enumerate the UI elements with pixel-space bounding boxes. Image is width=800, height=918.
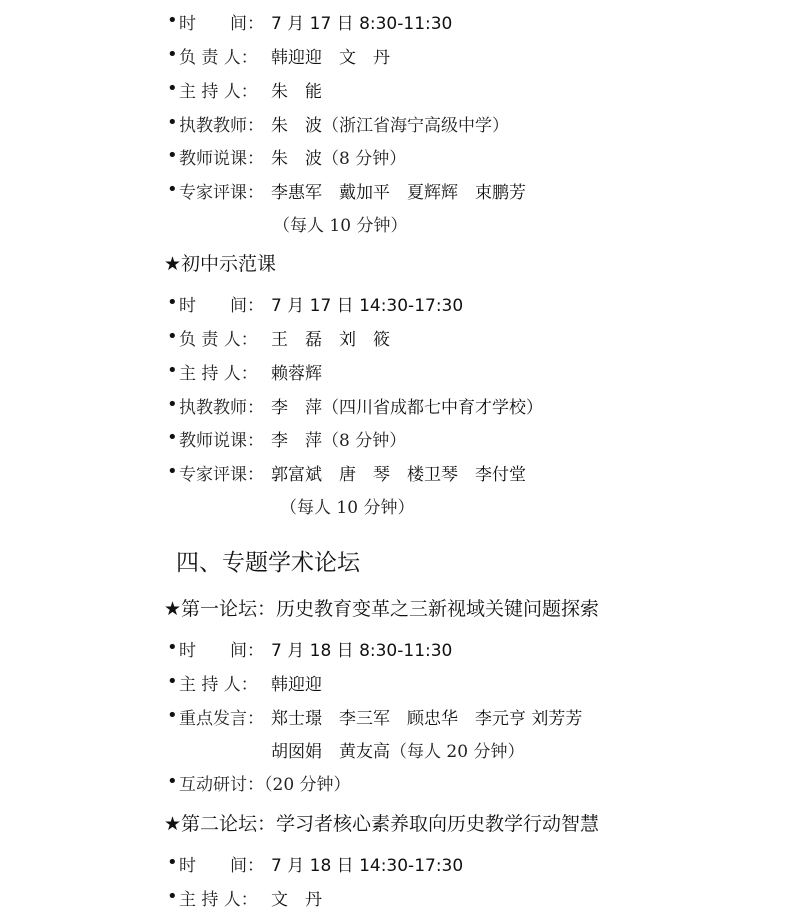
bullet: • [167,671,178,692]
forum2-heading: ★第二论坛：学习者核心素养取向历史教学行动智慧 [164,813,600,835]
time-label: 时 间： [179,640,264,661]
review-value: 李惠军 戴加平 夏辉辉 束鹏芳 [271,182,526,203]
forum1-interactive-row [0,767,800,797]
responsible-label: 负 责 人： [179,47,258,68]
host-label: 主 持 人： [179,889,258,910]
time-value: 7 月 17 日 8:30-11:30 [271,13,453,34]
host-label: 主 持 人： [179,674,258,695]
review-duration: （每人 10 分钟） [280,497,415,518]
block2-host-row [0,356,800,386]
responsible-value: 王 磊 刘 筱 [271,329,390,350]
block2-talk-row [0,423,800,453]
speakers-duration: （每人 20 分钟） [390,741,525,762]
bullet: • [167,637,178,658]
bullet: • [167,705,178,726]
block2-review-row [0,457,800,487]
time-value: 7 月 18 日 14:30-17:30 [271,855,464,876]
speakers-more [271,737,524,762]
junior-demo-heading: ★初中示范课 [164,253,277,275]
host-value: 韩迎迎 [271,674,322,695]
talk-value [271,426,406,451]
time-value: 7 月 17 日 14:30-17:30 [271,295,464,316]
teacher-value: 李 萍（四川省成都七中育才学校） [271,397,543,418]
block1-time-row [0,6,800,36]
speakers-label: 重点发言： [179,708,264,729]
block1-talk-row [0,141,800,171]
bullet: • [167,292,178,313]
bullet: • [167,427,178,448]
talk-duration: （8 分钟） [322,430,407,451]
review-label: 专家评课： [179,182,264,203]
bullet: • [167,44,178,65]
teacher-value [271,111,509,136]
speakers-value: 郑士璟 李三军 顾忠华 李元亨 刘芳芳 [271,708,583,729]
forum2-host-row [0,882,800,912]
bullet: • [167,461,178,482]
review-value: 郭富斌 唐 琴 楼卫琴 李付堂 [271,464,526,485]
block1-teacher-row [0,108,800,138]
block2-responsible-row [0,322,800,352]
block1-host-row [0,74,800,104]
talk-duration: （8 分钟） [322,148,407,169]
bullet: • [167,10,178,31]
review-duration: （每人 10 分钟） [273,215,408,236]
teacher-name: 朱 波 [271,115,322,136]
block2-time-row [0,288,800,318]
bullet: • [167,886,178,907]
bullet: • [167,852,178,873]
block1-review-row [0,175,800,205]
bullet: • [167,78,178,99]
forum1-heading: ★第一论坛：历史教育变革之三新视域关键问题探索 [164,598,600,620]
block1-review-continuation [0,208,800,238]
host-label: 主 持 人： [179,363,258,384]
teacher-label: 执教教师： [179,397,264,418]
responsible-value: 韩迎迎 文 丹 [271,47,390,68]
forum1-speakers-continuation [0,734,800,764]
interactive-label: 互动研讨：（20 分钟） [179,774,351,795]
bullet: • [167,771,178,792]
forum1-host-row [0,667,800,697]
forum1-speakers-row [0,701,800,731]
bullet: • [167,145,178,166]
host-value: 文 丹 [271,889,322,910]
forum2-time-row [0,848,800,878]
bullet: • [167,394,178,415]
host-value: 赖蓉辉 [271,363,322,384]
responsible-label: 负 责 人： [179,329,258,350]
host-value: 朱 能 [271,81,322,102]
bullet: • [167,179,178,200]
section-title: 四、专题学术论坛 [176,550,360,576]
teacher-label: 执教教师： [179,115,264,136]
talk-name: 李 萍 [271,430,322,451]
block2-teacher-row [0,390,800,420]
bullet: • [167,360,178,381]
time-label: 时 间： [179,295,264,316]
talk-value [271,144,406,169]
time-value: 7 月 18 日 8:30-11:30 [271,640,453,661]
time-label: 时 间： [179,855,264,876]
forum1-time-row [0,633,800,663]
teacher-school: （浙江省海宁高级中学） [322,115,509,136]
block1-responsible-row [0,40,800,70]
review-label: 专家评课： [179,464,264,485]
talk-name: 朱 波 [271,148,322,169]
bullet: • [167,112,178,133]
talk-label: 教师说课： [179,148,264,169]
host-label: 主 持 人： [179,81,258,102]
bullet: • [167,326,178,347]
talk-label: 教师说课： [179,430,264,451]
block2-review-continuation [0,490,800,520]
speakers-more-names: 胡囡娟 黄友高 [271,741,390,762]
time-label: 时 间： [179,13,264,34]
